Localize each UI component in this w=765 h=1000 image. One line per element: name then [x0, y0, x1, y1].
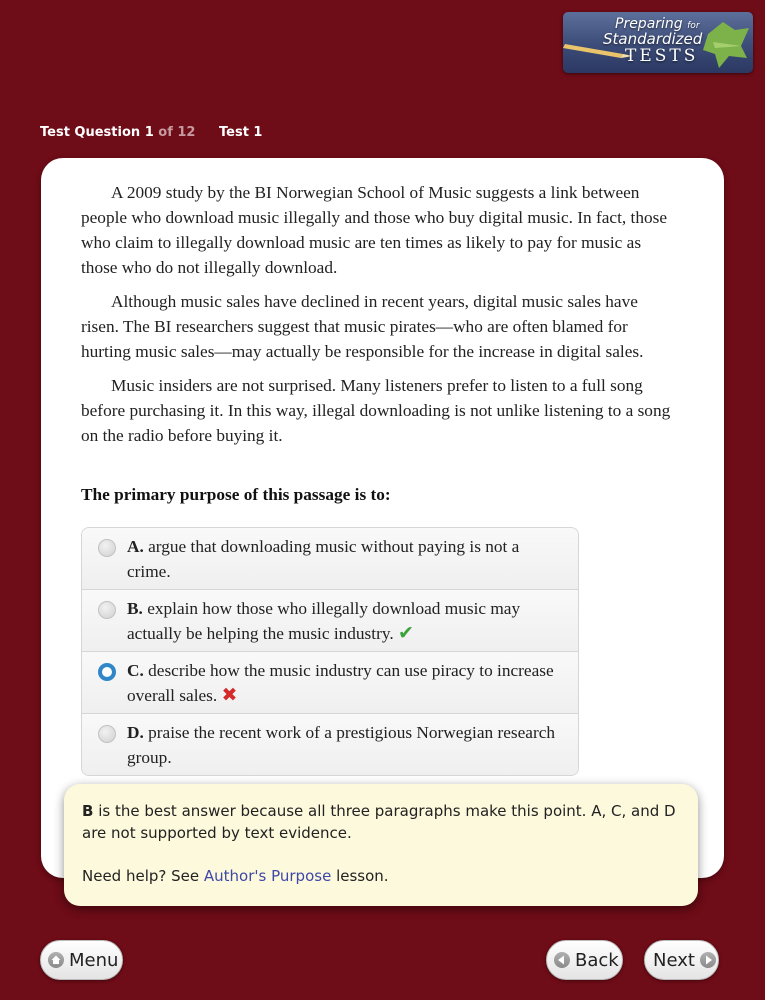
- answer-choices: [81, 527, 579, 776]
- choice-c[interactable]: [82, 651, 578, 713]
- choice-text: A. argue that downloading music without paying is not a crime.: [127, 537, 520, 581]
- passage-paragraph: Although music sales have declined in recent years, digital music sales have risen. The BI researchers suggest that music pirates—who are often blamed for hurting music sales—may actually be responsible for the increase in digital sales.: [81, 292, 644, 361]
- passage-paragraph: Music insiders are not surprised. Many listeners prefer to listen to a full song before purchasing it. In this way, illegal downloading is not unlike listening to a song on the radio before buying it.: [81, 376, 671, 445]
- question-card: [41, 158, 724, 878]
- question-prompt: The primary purpose of this passage is to:: [81, 485, 391, 504]
- left-arrow-circle-icon: [554, 952, 570, 968]
- back-label: Back: [575, 949, 619, 971]
- choice-text: D. praise the recent work of a prestigious Norwegian research group.: [127, 723, 556, 767]
- logo-line-3: TESTS: [625, 46, 699, 66]
- radio-button[interactable]: [98, 725, 116, 743]
- choice-b[interactable]: [82, 589, 578, 651]
- choice-d[interactable]: [82, 713, 578, 775]
- feedback-panel: [64, 784, 698, 906]
- test-header: [40, 125, 263, 140]
- question-counter: Test Question 1 of 12: [40, 125, 196, 140]
- logo-line-1: Preparing for: [615, 16, 700, 32]
- test-name: Test 1: [219, 125, 263, 140]
- app-logo: [563, 12, 753, 73]
- passage-paragraph: A 2009 study by the BI Norwegian School of Music suggests a link between people who download music illegally and those who buy digital music. In fact, those who claim to illegally download music are ten times as likely to pay for music as those who do not illegally download.: [81, 183, 668, 277]
- choice-a[interactable]: [82, 528, 578, 589]
- radio-button[interactable]: [98, 601, 116, 619]
- reading-passage: [81, 180, 671, 457]
- logo-line-2: Standardized: [603, 30, 703, 48]
- choice-text: B. explain how those who illegally download music may actually be helping the music industry. ✔: [127, 599, 521, 644]
- radio-button-selected[interactable]: [98, 663, 116, 681]
- home-circle-icon: [48, 952, 64, 968]
- right-arrow-circle-icon: [700, 952, 716, 968]
- feedback-explanation: B is the best answer because all three paragraphs make this point. A, C, and D are not supported by text evidence.: [82, 802, 676, 842]
- help-line: Need help? See Author's Purpose lesson.: [82, 867, 389, 885]
- menu-button[interactable]: [40, 940, 123, 980]
- next-label: Next: [653, 949, 695, 971]
- x-mark-icon: ✖: [221, 684, 238, 706]
- next-button[interactable]: [644, 940, 719, 980]
- menu-label: Menu: [69, 949, 119, 971]
- back-button[interactable]: [546, 940, 623, 980]
- radio-button[interactable]: [98, 539, 116, 557]
- lesson-link[interactable]: Author's Purpose: [203, 867, 332, 885]
- checkmark-icon: ✔: [398, 622, 414, 644]
- choice-text: C. describe how the music industry can use piracy to increase overall sales. ✖: [127, 661, 554, 706]
